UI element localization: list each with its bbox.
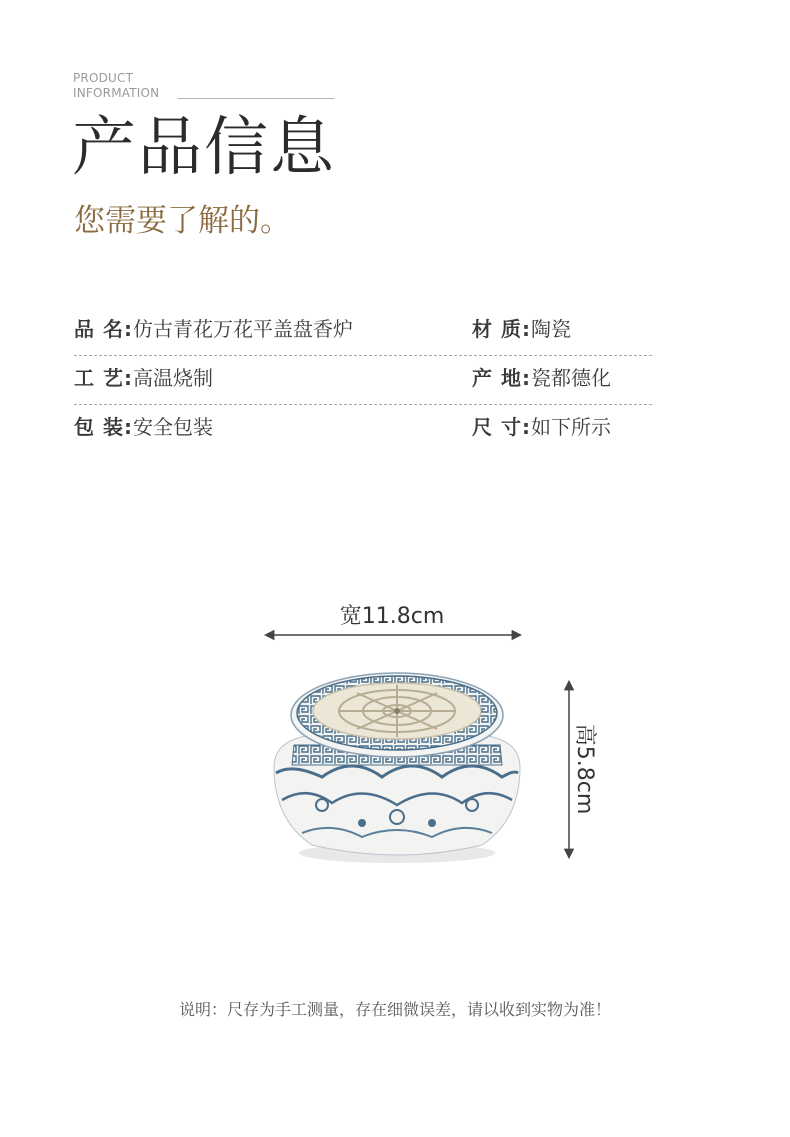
- spec-label: 材 质:: [472, 317, 531, 341]
- spec-value: 瓷都德化: [530, 366, 611, 390]
- spec-row: [74, 356, 652, 405]
- spec-value: 仿古青花万花平盖盘香炉: [132, 317, 353, 341]
- spec-label: 工 艺:: [74, 366, 133, 390]
- incense-censer-illustration: [274, 673, 520, 863]
- spec-table: [74, 307, 652, 454]
- page-title: 产品信息: [72, 111, 336, 185]
- spec-origin: [472, 364, 611, 392]
- spec-label: 产 地:: [472, 366, 531, 390]
- height-label: 高5.8cm: [572, 723, 597, 815]
- width-label: 宽11.8cm: [339, 604, 445, 629]
- spec-label: 尺 寸:: [472, 415, 531, 439]
- spec-name: [74, 315, 353, 343]
- spec-label: 包 装:: [74, 415, 133, 439]
- page-subtitle: 您需要了解的。: [74, 203, 291, 239]
- spec-value: 安全包装: [132, 415, 213, 439]
- spec-row: [74, 405, 652, 454]
- eyebrow-line-2: INFORMATION: [73, 86, 160, 100]
- spec-value: 高温烧制: [132, 366, 213, 390]
- section-eyebrow: [73, 71, 159, 101]
- spec-material: [472, 315, 571, 343]
- spec-size: [472, 413, 611, 441]
- spec-value: 陶瓷: [530, 317, 571, 341]
- spec-label: 品 名:: [74, 317, 133, 341]
- spec-row: [74, 307, 652, 356]
- measurement-note: 说明：尺存为手工测量，存在细微误差，请以收到实物为准！: [178, 1000, 611, 1019]
- eyebrow-line-1: PRODUCT: [73, 71, 134, 85]
- eyebrow-divider: [178, 98, 334, 99]
- spec-value: 如下所示: [530, 415, 611, 439]
- spec-craft: [74, 364, 213, 392]
- product-dimension-figure: [262, 595, 612, 875]
- spec-packaging: [74, 413, 213, 441]
